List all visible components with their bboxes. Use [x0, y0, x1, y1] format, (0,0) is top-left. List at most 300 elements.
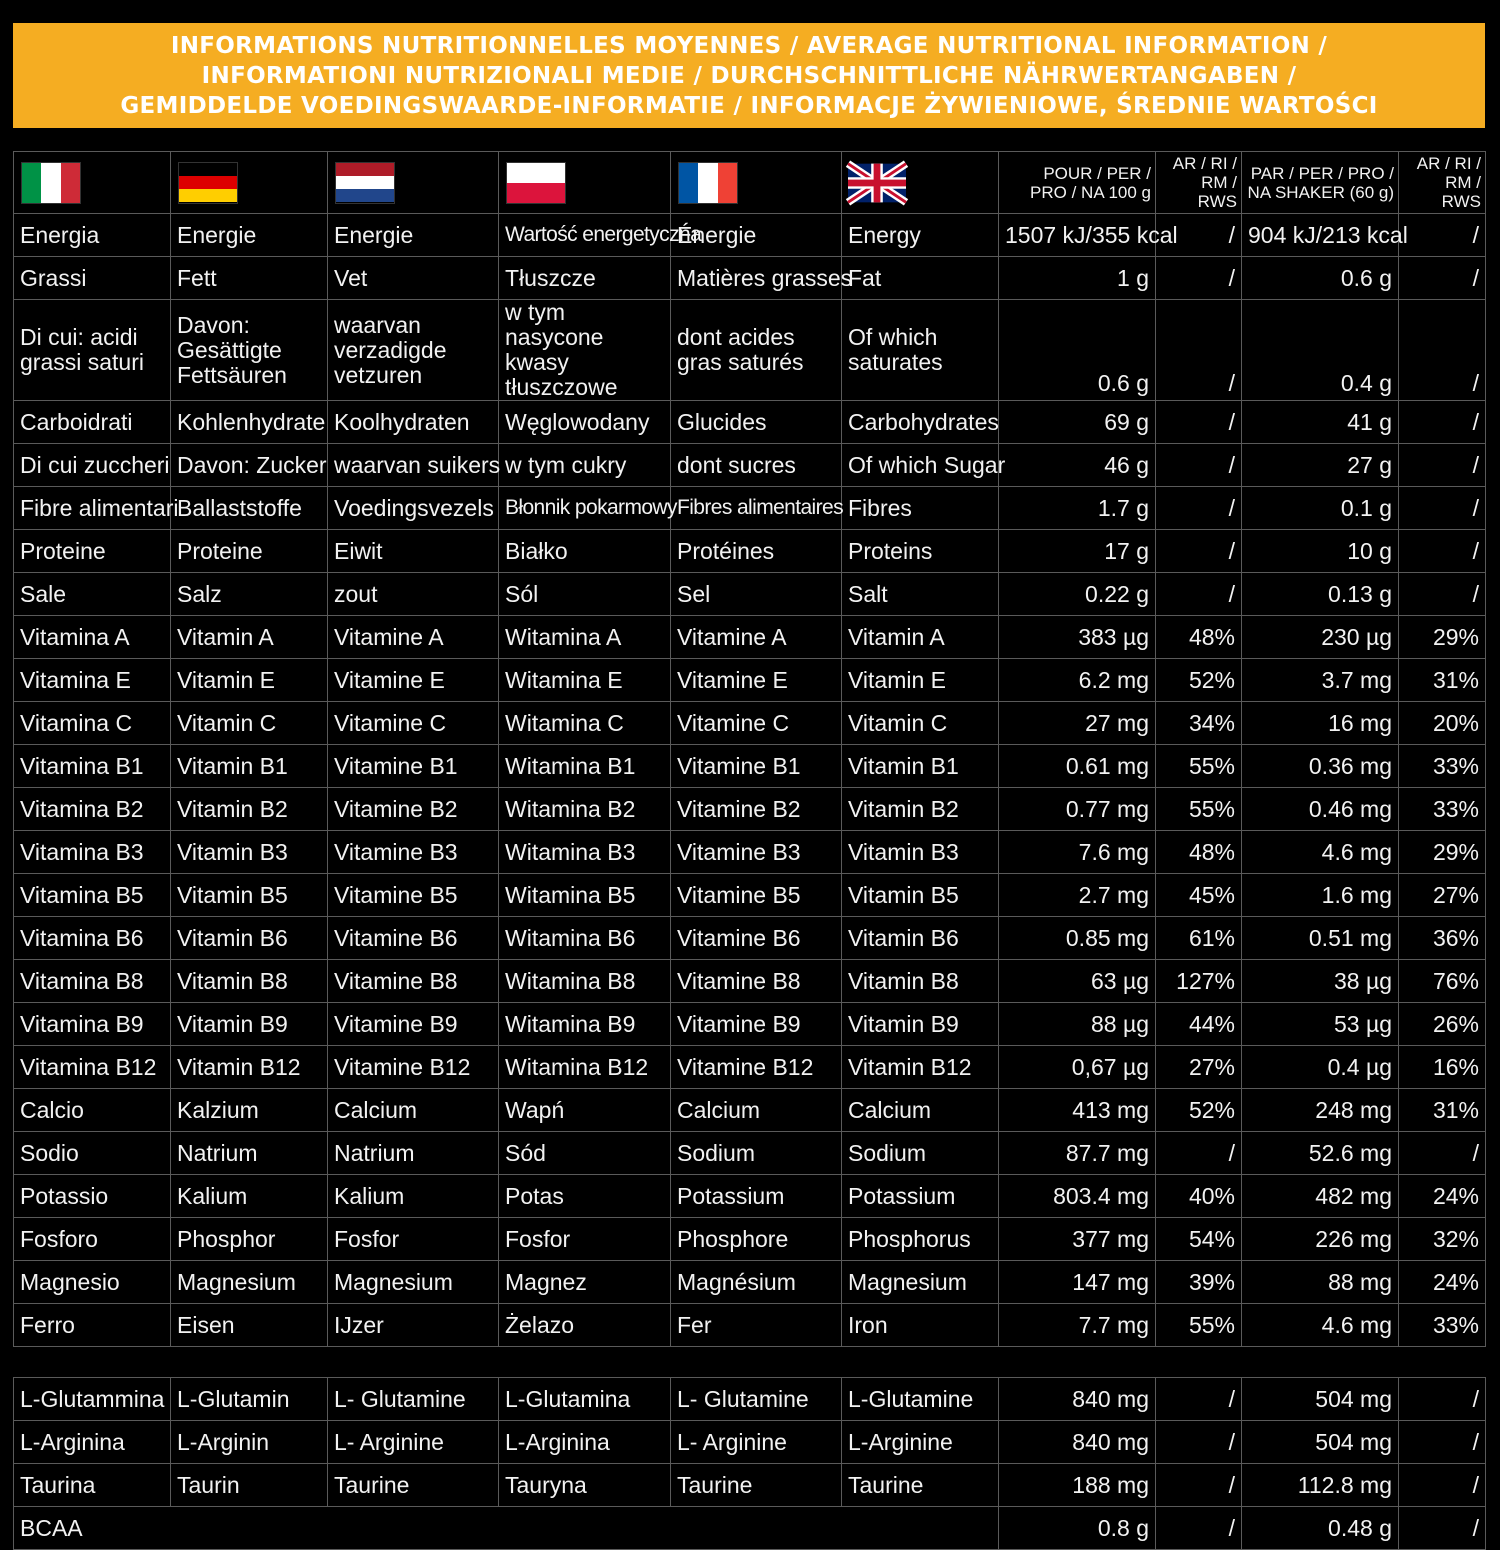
ri-per-100g: 39%: [1156, 1261, 1242, 1304]
table-row: [14, 257, 1486, 300]
value-per-100g: 188 mg: [999, 1464, 1156, 1507]
nutrient-name-fr: Fibres alimentaires: [671, 487, 842, 530]
ri-per-shaker: 33%: [1399, 788, 1486, 831]
value-per-shaker: 0.4 µg: [1242, 1046, 1399, 1089]
nutrient-name-en: Potassium: [842, 1175, 999, 1218]
nutrient-name-de: Ballaststoffe: [171, 487, 328, 530]
table-row: [14, 1378, 1486, 1421]
nutrient-name-it: Di cui: acidi grassi saturi: [14, 300, 171, 401]
nutrient-name-en: Vitamin B9: [842, 1003, 999, 1046]
ri-per-shaker: /: [1399, 1421, 1486, 1464]
uk-flag-icon: [848, 162, 906, 204]
nutrient-name-fr: Vitamine B5: [671, 874, 842, 917]
value-per-100g: 1507 kJ/355 kcal: [999, 214, 1156, 257]
value-per-shaker: 10 g: [1242, 530, 1399, 573]
nutrient-name-fr: Vitamine A: [671, 616, 842, 659]
ri-per-100g: 44%: [1156, 1003, 1242, 1046]
nutrient-name-de: Kalium: [171, 1175, 328, 1218]
nutrient-name-nl: Vitamine E: [328, 659, 499, 702]
nutrient-name-it: Vitamina B9: [14, 1003, 171, 1046]
nutrient-name-pl: Witamina B2: [499, 788, 671, 831]
nutrient-name-fr: Vitamine B8: [671, 960, 842, 1003]
value-per-100g: 383 µg: [999, 616, 1156, 659]
nutrient-name-de: Vitamin B2: [171, 788, 328, 831]
nutrient-name-pl: Witamina B1: [499, 745, 671, 788]
nutrient-name-de: Vitamin E: [171, 659, 328, 702]
value-per-shaker: 1.6 mg: [1242, 874, 1399, 917]
ri-per-shaker: /: [1399, 530, 1486, 573]
germany-flag-icon: [178, 162, 238, 204]
table-row: [14, 917, 1486, 960]
nutrient-name-nl: Natrium: [328, 1132, 499, 1175]
nutrient-name-en: Vitamin B3: [842, 831, 999, 874]
nutrient-name-en: Carbohydrates: [842, 401, 999, 444]
value-per-shaker: 226 mg: [1242, 1218, 1399, 1261]
ri-per-100g: 34%: [1156, 702, 1242, 745]
flag-cell: [14, 152, 171, 214]
nutrient-name-en: Vitamin B5: [842, 874, 999, 917]
table-row: [14, 214, 1486, 257]
nutrient-name-it: Grassi: [14, 257, 171, 300]
nutrient-name-de: L-Glutamin: [171, 1378, 328, 1421]
ri-per-shaker: 29%: [1399, 831, 1486, 874]
table-row: [14, 1304, 1486, 1347]
nutrient-name-pl: Wapń: [499, 1089, 671, 1132]
nutrient-name-pl: Błonnik pokarmowy: [499, 487, 671, 530]
nutrient-name-nl: Vitamine B8: [328, 960, 499, 1003]
value-per-shaker: 52.6 mg: [1242, 1132, 1399, 1175]
nutrient-name-en: Of which Sugar: [842, 444, 999, 487]
value-per-100g: 840 mg: [999, 1421, 1156, 1464]
value-per-100g: 0.6 g: [999, 300, 1156, 401]
nutrient-name-de: Vitamin B8: [171, 960, 328, 1003]
nutrient-name-en: Proteins: [842, 530, 999, 573]
spacer-cell: [14, 1347, 1486, 1378]
nutrient-name-en: Taurine: [842, 1464, 999, 1507]
nutrient-name-fr: Magnésium: [671, 1261, 842, 1304]
ri-per-shaker: /: [1399, 444, 1486, 487]
value-per-100g: 0.8 g: [999, 1507, 1156, 1550]
nutrient-name-de: Kohlenhydrate: [171, 401, 328, 444]
nutrient-name-de: Eisen: [171, 1304, 328, 1347]
nutrient-name-fr: Vitamine E: [671, 659, 842, 702]
ri-per-100g: 52%: [1156, 1089, 1242, 1132]
ri-per-shaker: 20%: [1399, 702, 1486, 745]
nutrient-name-pl: Witamina E: [499, 659, 671, 702]
ri-per-shaker: 24%: [1399, 1261, 1486, 1304]
nutrient-name-nl: Taurine: [328, 1464, 499, 1507]
ri-per-100g: /: [1156, 1421, 1242, 1464]
nutrient-name-pl: Witamina A: [499, 616, 671, 659]
nutrient-name-en: Fibres: [842, 487, 999, 530]
nutrient-name-it: Fibre alimentari: [14, 487, 171, 530]
ri-per-shaker: /: [1399, 1378, 1486, 1421]
nutrient-name-nl: Vet: [328, 257, 499, 300]
value-per-100g: 88 µg: [999, 1003, 1156, 1046]
table-row: [14, 1132, 1486, 1175]
nutrient-name-en: Vitamin B2: [842, 788, 999, 831]
nutrient-name-en: Of which saturates: [842, 300, 999, 401]
nutrient-name-pl: Witamina B9: [499, 1003, 671, 1046]
value-per-100g: 0,67 µg: [999, 1046, 1156, 1089]
nutrient-name-pl: Białko: [499, 530, 671, 573]
table-row: [14, 1218, 1486, 1261]
nutrient-name-it: Vitamina B1: [14, 745, 171, 788]
table-row: [14, 702, 1486, 745]
nutrient-name-pl: Magnez: [499, 1261, 671, 1304]
nutrient-name-en: Energy: [842, 214, 999, 257]
table-row: [14, 659, 1486, 702]
nutrient-name-en: Vitamin C: [842, 702, 999, 745]
nutrient-name-fr: Vitamine B1: [671, 745, 842, 788]
value-per-shaker: 482 mg: [1242, 1175, 1399, 1218]
nutrient-name-de: Proteine: [171, 530, 328, 573]
nutrient-name-nl: Koolhydraten: [328, 401, 499, 444]
header-per-shaker: PAR / PER / PRO / NA SHAKER (60 g): [1242, 152, 1399, 214]
nutrient-name-it: Vitamina B12: [14, 1046, 171, 1089]
value-per-100g: 377 mg: [999, 1218, 1156, 1261]
ri-per-100g: /: [1156, 214, 1242, 257]
nutrient-name-de: Davon: Gesättigte Fettsäuren: [171, 300, 328, 401]
ri-per-shaker: /: [1399, 1507, 1486, 1550]
value-per-shaker: 904 kJ/213 kcal: [1242, 214, 1399, 257]
nutrient-name-de: Vitamin B1: [171, 745, 328, 788]
ri-per-100g: 27%: [1156, 1046, 1242, 1089]
nutrient-name-de: Natrium: [171, 1132, 328, 1175]
nutrient-name-it: Potassio: [14, 1175, 171, 1218]
nutrient-name-it: Fosforo: [14, 1218, 171, 1261]
table-row: [14, 1175, 1486, 1218]
ri-per-100g: /: [1156, 573, 1242, 616]
table-row: [14, 401, 1486, 444]
nutrient-name-fr: Vitamine B6: [671, 917, 842, 960]
nutrient-name-fr: dont sucres: [671, 444, 842, 487]
nutrient-name-pl: w tym nasycone kwasy tłuszczowe: [499, 300, 671, 401]
nutrient-name-pl: Węglowodany: [499, 401, 671, 444]
ri-per-100g: 40%: [1156, 1175, 1242, 1218]
title-line: GEMIDDELDE VOEDINGSWAARDE-INFORMATIE / INFORMACJE ŻYWIENIOWE, ŚREDNIE WARTOŚCI: [120, 92, 1378, 119]
nutrient-name-de: Vitamin B6: [171, 917, 328, 960]
ri-per-shaker: /: [1399, 300, 1486, 401]
nutrient-name-nl: Vitamine B5: [328, 874, 499, 917]
table-row: [14, 960, 1486, 1003]
nutrient-name-de: Fett: [171, 257, 328, 300]
nutrient-name-fr: Matières grasses: [671, 257, 842, 300]
nutrient-name-nl: waarvan suikers: [328, 444, 499, 487]
value-per-100g: 1 g: [999, 257, 1156, 300]
flag-cell: [499, 152, 671, 214]
flag-cell: [171, 152, 328, 214]
italy-flag-icon: [21, 162, 81, 204]
title-banner: [13, 23, 1485, 128]
ri-per-shaker: /: [1399, 214, 1486, 257]
value-per-shaker: 16 mg: [1242, 702, 1399, 745]
nutrient-name-de: Phosphor: [171, 1218, 328, 1261]
nutrient-name-fr: Vitamine B9: [671, 1003, 842, 1046]
ri-per-shaker: 76%: [1399, 960, 1486, 1003]
value-per-shaker: 0.13 g: [1242, 573, 1399, 616]
value-per-shaker: 248 mg: [1242, 1089, 1399, 1132]
nutrient-name-fr: Vitamine B12: [671, 1046, 842, 1089]
value-per-shaker: 0.48 g: [1242, 1507, 1399, 1550]
value-per-shaker: 41 g: [1242, 401, 1399, 444]
table-row: [14, 444, 1486, 487]
ri-per-100g: /: [1156, 257, 1242, 300]
ri-per-100g: /: [1156, 444, 1242, 487]
table-row: [14, 1421, 1486, 1464]
title-line: INFORMATIONS NUTRITIONNELLES MOYENNES / AVERAGE NUTRITIONAL INFORMATION /: [170, 32, 1328, 59]
nutrient-name-de: Taurin: [171, 1464, 328, 1507]
nutrient-name-it: Vitamina B5: [14, 874, 171, 917]
ri-per-shaker: 29%: [1399, 616, 1486, 659]
ri-per-shaker: /: [1399, 487, 1486, 530]
nutrient-name-it: Vitamina B3: [14, 831, 171, 874]
nutrient-name-nl: Eiwit: [328, 530, 499, 573]
nutrient-name-de: Vitamin B12: [171, 1046, 328, 1089]
value-per-shaker: 0.36 mg: [1242, 745, 1399, 788]
nutrient-name-it: Vitamina A: [14, 616, 171, 659]
table-row: [14, 573, 1486, 616]
table-row: [14, 487, 1486, 530]
ri-per-shaker: 31%: [1399, 659, 1486, 702]
ri-per-100g: 45%: [1156, 874, 1242, 917]
nutrient-name-it: Sale: [14, 573, 171, 616]
nutrient-name-pl: L-Glutamina: [499, 1378, 671, 1421]
nutrient-name-nl: Vitamine C: [328, 702, 499, 745]
nutrient-name-it: Vitamina E: [14, 659, 171, 702]
nutrient-name-en: L-Arginine: [842, 1421, 999, 1464]
nutrient-name-it: L-Arginina: [14, 1421, 171, 1464]
nutrient-name-nl: Fosfor: [328, 1218, 499, 1261]
value-per-shaker: 0.46 mg: [1242, 788, 1399, 831]
nutrient-name-pl: Potas: [499, 1175, 671, 1218]
ri-per-100g: 55%: [1156, 1304, 1242, 1347]
table-row: [14, 874, 1486, 917]
value-per-shaker: 112.8 mg: [1242, 1464, 1399, 1507]
value-per-shaker: 504 mg: [1242, 1378, 1399, 1421]
nutrient-name-de: Vitamin B5: [171, 874, 328, 917]
nutrient-name-pl: Sól: [499, 573, 671, 616]
value-per-shaker: 0.4 g: [1242, 300, 1399, 401]
ri-per-100g: 48%: [1156, 831, 1242, 874]
nutrient-name-de: Vitamin A: [171, 616, 328, 659]
nutrient-name-en: Salt: [842, 573, 999, 616]
title-line: INFORMATIONI NUTRIZIONALI MEDIE / DURCHSCHNITTLICHE NÄHRWERTANGABEN /: [201, 62, 1297, 89]
nutrient-name-en: Vitamin B12: [842, 1046, 999, 1089]
value-per-shaker: 4.6 mg: [1242, 831, 1399, 874]
nutrient-name-pl: Sód: [499, 1132, 671, 1175]
ri-per-shaker: /: [1399, 1464, 1486, 1507]
nutrient-name-it: L-Glutammina: [14, 1378, 171, 1421]
ri-per-shaker: 24%: [1399, 1175, 1486, 1218]
nutrient-name-pl: w tym cukry: [499, 444, 671, 487]
nutrient-name-it: Ferro: [14, 1304, 171, 1347]
nutrient-name-it: Vitamina B2: [14, 788, 171, 831]
nutrient-name-en: Vitamin B8: [842, 960, 999, 1003]
value-per-100g: 1.7 g: [999, 487, 1156, 530]
ri-per-100g: /: [1156, 1507, 1242, 1550]
ri-per-100g: /: [1156, 530, 1242, 573]
nutrient-name-it: Sodio: [14, 1132, 171, 1175]
ri-per-shaker: 16%: [1399, 1046, 1486, 1089]
nutrient-name-en: Vitamin E: [842, 659, 999, 702]
value-per-100g: 840 mg: [999, 1378, 1156, 1421]
nutrient-name-it: Calcio: [14, 1089, 171, 1132]
header-ri-shaker: AR / RI / RM / RWS: [1399, 152, 1486, 214]
ri-per-100g: 48%: [1156, 616, 1242, 659]
table-row: [14, 530, 1486, 573]
nutrient-name-en: Vitamin B6: [842, 917, 999, 960]
table-row: [14, 616, 1486, 659]
value-per-shaker: 0.6 g: [1242, 257, 1399, 300]
table-row: [14, 1046, 1486, 1089]
nutrient-name-nl: Kalium: [328, 1175, 499, 1218]
nutrient-name-nl: Vitamine B3: [328, 831, 499, 874]
nutrient-name-pl: L-Arginina: [499, 1421, 671, 1464]
ri-per-100g: 52%: [1156, 659, 1242, 702]
value-per-shaker: 38 µg: [1242, 960, 1399, 1003]
nutrient-name-it: Taurina: [14, 1464, 171, 1507]
value-per-100g: 803.4 mg: [999, 1175, 1156, 1218]
nutrient-name-de: Vitamin B3: [171, 831, 328, 874]
ri-per-100g: 55%: [1156, 788, 1242, 831]
ri-per-100g: 54%: [1156, 1218, 1242, 1261]
ri-per-100g: /: [1156, 1378, 1242, 1421]
nutrient-name-en: Fat: [842, 257, 999, 300]
value-per-100g: 7.6 mg: [999, 831, 1156, 874]
ri-per-shaker: 31%: [1399, 1089, 1486, 1132]
nutrient-name-pl: Tłuszcze: [499, 257, 671, 300]
nutrient-name-pl: Witamina B8: [499, 960, 671, 1003]
netherlands-flag-icon: [335, 162, 395, 204]
nutrient-name-nl: Vitamine B9: [328, 1003, 499, 1046]
nutrient-name-nl: waarvan verzadigde vetzuren: [328, 300, 499, 401]
value-per-shaker: 0.1 g: [1242, 487, 1399, 530]
ri-per-100g: 127%: [1156, 960, 1242, 1003]
nutrient-name-de: Energie: [171, 214, 328, 257]
nutrient-name-de: Vitamin B9: [171, 1003, 328, 1046]
ri-per-100g: /: [1156, 401, 1242, 444]
flag-cell: [842, 152, 999, 214]
nutrient-name-nl: Vitamine A: [328, 616, 499, 659]
value-per-shaker: 230 µg: [1242, 616, 1399, 659]
value-per-100g: 0.61 mg: [999, 745, 1156, 788]
nutrient-name-it: Carboidrati: [14, 401, 171, 444]
value-per-100g: 413 mg: [999, 1089, 1156, 1132]
flag-cell: [671, 152, 842, 214]
header-per-100g: POUR / PER / PRO / NA 100 g: [999, 152, 1156, 214]
nutrient-name-it: Energia: [14, 214, 171, 257]
header-row: [14, 152, 1486, 214]
nutrient-name-nl: L- Arginine: [328, 1421, 499, 1464]
nutrient-name-fr: Protéines: [671, 530, 842, 573]
nutrition-table: [13, 151, 1486, 1550]
value-per-100g: 7.7 mg: [999, 1304, 1156, 1347]
nutrient-name-pl: Wartość energetyczna: [499, 214, 671, 257]
value-per-shaker: 3.7 mg: [1242, 659, 1399, 702]
nutrient-name-nl: Vitamine B6: [328, 917, 499, 960]
nutrient-name-fr: Sodium: [671, 1132, 842, 1175]
nutrient-name-nl: IJzer: [328, 1304, 499, 1347]
ri-per-100g: 61%: [1156, 917, 1242, 960]
nutrient-name-fr: L- Glutamine: [671, 1378, 842, 1421]
spacer-row: [14, 1347, 1486, 1378]
nutrient-name-fr: dont acides gras saturés: [671, 300, 842, 401]
nutrient-name-de: Kalzium: [171, 1089, 328, 1132]
nutrient-name-it: Vitamina B8: [14, 960, 171, 1003]
nutrient-name-fr: Vitamine C: [671, 702, 842, 745]
nutrient-name-it: Di cui zuccheri: [14, 444, 171, 487]
table-row: [14, 831, 1486, 874]
nutrient-name-fr: Fer: [671, 1304, 842, 1347]
nutrient-name-pl: Tauryna: [499, 1464, 671, 1507]
nutrient-name-de: L-Arginin: [171, 1421, 328, 1464]
table-row: [14, 1507, 1486, 1550]
nutrient-name-pl: Witamina B5: [499, 874, 671, 917]
header-ri-100g: AR / RI / RM / RWS: [1156, 152, 1242, 214]
nutrient-name-pl: Fosfor: [499, 1218, 671, 1261]
value-per-100g: 2.7 mg: [999, 874, 1156, 917]
nutrient-name-fr: Calcium: [671, 1089, 842, 1132]
table-row: [14, 1003, 1486, 1046]
nutrient-name-en: Magnesium: [842, 1261, 999, 1304]
value-per-100g: 46 g: [999, 444, 1156, 487]
ri-per-shaker: 33%: [1399, 745, 1486, 788]
nutrient-name-en: Calcium: [842, 1089, 999, 1132]
nutrient-name-fr: Énergie: [671, 214, 842, 257]
nutrient-name-de: Vitamin C: [171, 702, 328, 745]
table-row: [14, 1464, 1486, 1507]
nutrient-name-de: Davon: Zucker: [171, 444, 328, 487]
nutrient-name-bcaa: BCAA: [14, 1507, 999, 1550]
nutrient-name-it: Vitamina B6: [14, 917, 171, 960]
nutrient-name-en: Iron: [842, 1304, 999, 1347]
ri-per-shaker: /: [1399, 573, 1486, 616]
value-per-shaker: 0.51 mg: [1242, 917, 1399, 960]
value-per-100g: 0.22 g: [999, 573, 1156, 616]
france-flag-icon: [678, 162, 738, 204]
nutrient-name-nl: Vitamine B2: [328, 788, 499, 831]
value-per-100g: 0.77 mg: [999, 788, 1156, 831]
ri-per-shaker: 36%: [1399, 917, 1486, 960]
nutrient-name-nl: L- Glutamine: [328, 1378, 499, 1421]
value-per-100g: 17 g: [999, 530, 1156, 573]
flag-cell: [328, 152, 499, 214]
table-row: [14, 788, 1486, 831]
ri-per-shaker: /: [1399, 257, 1486, 300]
ri-per-shaker: /: [1399, 401, 1486, 444]
nutrient-name-pl: Witamina B6: [499, 917, 671, 960]
nutrient-name-nl: Vitamine B12: [328, 1046, 499, 1089]
nutrient-name-pl: Witamina B12: [499, 1046, 671, 1089]
value-per-shaker: 4.6 mg: [1242, 1304, 1399, 1347]
nutrient-name-pl: Żelazo: [499, 1304, 671, 1347]
ri-per-shaker: /: [1399, 1132, 1486, 1175]
nutrient-name-nl: Energie: [328, 214, 499, 257]
nutrient-name-pl: Witamina B3: [499, 831, 671, 874]
nutrient-name-en: Phosphorus: [842, 1218, 999, 1261]
value-per-shaker: 88 mg: [1242, 1261, 1399, 1304]
ri-per-shaker: 32%: [1399, 1218, 1486, 1261]
value-per-100g: 87.7 mg: [999, 1132, 1156, 1175]
ri-per-100g: /: [1156, 300, 1242, 401]
poland-flag-icon: [506, 162, 566, 204]
nutrient-name-en: Vitamin B1: [842, 745, 999, 788]
value-per-100g: 63 µg: [999, 960, 1156, 1003]
value-per-100g: 6.2 mg: [999, 659, 1156, 702]
ri-per-shaker: 26%: [1399, 1003, 1486, 1046]
nutrient-name-fr: Taurine: [671, 1464, 842, 1507]
